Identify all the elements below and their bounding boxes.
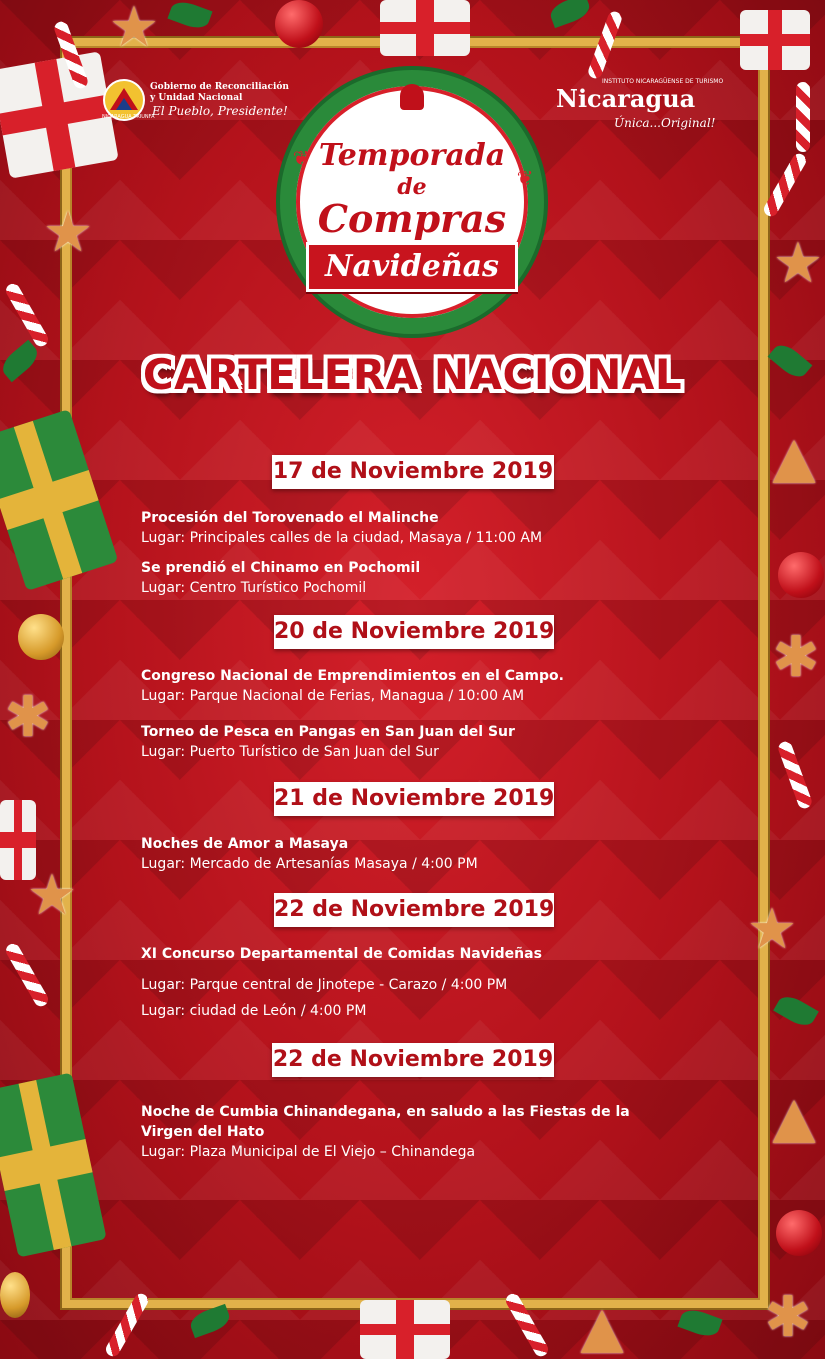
star-cookie-icon: ★ [772, 231, 824, 296]
gift-box-icon [740, 10, 810, 70]
holly-leaf-icon [773, 991, 819, 1030]
gift-box-icon [360, 1300, 450, 1359]
government-slogan: El Pueblo, Presidente! [152, 104, 288, 118]
bow-icon: ❦ [292, 146, 310, 170]
star-cookie-icon: ★ [42, 200, 94, 265]
candy-cane-icon [796, 82, 810, 152]
holly-leaf-icon [187, 1304, 232, 1338]
event-title: Congreso Nacional de Emprendimientos en el Campo. [141, 668, 564, 684]
event-title: Se prendió el Chinamo en Pochomil [141, 560, 421, 576]
event-title-continued: Virgen del Hato [141, 1124, 265, 1140]
event-place: Lugar: Mercado de Artesanías Masaya / 4:00 PM [141, 856, 478, 872]
ornament-icon [776, 1210, 822, 1256]
event-place: Lugar: Plaza Municipal de El Viejo – Chinandega [141, 1144, 476, 1160]
gingerbread-cookie-icon: ★ [108, 0, 160, 60]
event-place: Lugar: Parque central de Jinotepe - Carazo / 4:00 PM [141, 977, 508, 993]
event-title: Procesión del Torovenado el Malinche [141, 510, 439, 526]
star-cookie-icon: ★ [746, 897, 798, 962]
tourism-institute-name: INSTITUTO NICARAGÜENSE DE TURISMO [602, 78, 724, 85]
bell-icon [400, 84, 424, 110]
event-place: Lugar: Principales calles de la ciudad, Masaya / 11:00 AM [141, 530, 543, 546]
tree-cookie-icon: ▲ [580, 1295, 624, 1359]
page-title: CARTELERA NACIONAL [142, 350, 683, 399]
gingerbread-cookie-icon: ✱ [772, 625, 820, 690]
wreath-banner-text: Navideñas [325, 249, 499, 284]
ornament-icon [275, 0, 323, 48]
wreath-banner [306, 242, 518, 292]
gingerbread-cookie-icon: ✱ [4, 685, 52, 750]
date-heading: 17 de Noviembre 2019 [272, 455, 554, 489]
candy-cane-icon [761, 151, 808, 219]
event-place: Lugar: ciudad de León / 4:00 PM [141, 1003, 367, 1019]
date-heading: 22 de Noviembre 2019 [272, 1043, 554, 1077]
tourism-logo [556, 78, 736, 142]
government-name-line2: y Unidad Nacional [150, 93, 243, 103]
date-heading: 22 de Noviembre 2019 [274, 893, 554, 927]
christmas-wreath-badge [266, 56, 558, 346]
government-logo [102, 76, 292, 126]
gift-box-icon [380, 0, 470, 56]
tree-cookie-icon: ▲ [772, 1085, 816, 1150]
ornament-icon [778, 552, 824, 598]
holly-leaf-icon [167, 0, 212, 32]
ornament-icon [0, 1272, 30, 1318]
candy-cane-icon [776, 740, 813, 811]
date-heading: 20 de Noviembre 2019 [274, 615, 554, 649]
holly-leaf-icon [547, 0, 592, 28]
event-place: Lugar: Parque Nacional de Ferias, Managua / 10:00 AM [141, 688, 525, 704]
gingerbread-cookie-icon: ✱ [764, 1285, 812, 1350]
government-seal-text: NICARAGUA TRIUNFA [102, 114, 155, 120]
candy-cane-icon [3, 281, 50, 349]
ornament-icon [18, 614, 64, 660]
event-title: XI Concurso Departamental de Comidas Navideñas [141, 946, 542, 962]
date-heading: 21 de Noviembre 2019 [274, 782, 554, 816]
wreath-title-line3: Compras [317, 196, 507, 241]
candy-cane-icon [3, 941, 50, 1009]
bow-icon: ❦ [516, 166, 534, 190]
event-place: Lugar: Puerto Turístico de San Juan del Sur [141, 744, 439, 760]
tourism-tagline: Única...Original! [614, 116, 716, 130]
holly-leaf-icon [677, 1306, 722, 1340]
event-title: Noches de Amor a Masaya [141, 836, 349, 852]
wreath-title-line1: Temporada [318, 138, 506, 173]
event-title: Noche de Cumbia Chinandegana, en saludo a las Fiestas de la [141, 1104, 630, 1120]
event-place: Lugar: Centro Turístico Pochomil [141, 580, 367, 596]
gift-box-icon [0, 51, 119, 178]
star-cookie-icon: ★ [26, 863, 78, 928]
government-name-line1: Gobierno de Reconciliación [150, 82, 289, 92]
tree-cookie-icon: ▲ [772, 425, 816, 490]
tourism-brand-name: Nicaragua [556, 84, 696, 113]
event-title: Torneo de Pesca en Pangas en San Juan del Sur [141, 724, 515, 740]
wreath-title-line2: de [397, 174, 427, 200]
